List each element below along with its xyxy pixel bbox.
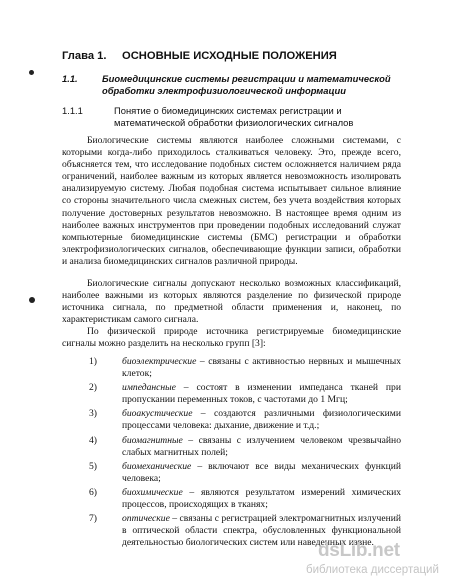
list-item-term: биоакустические [122,408,193,420]
list-item-term: импедансные [122,382,176,394]
list-item-number: 5) [89,460,97,472]
list-item-number: 2) [89,382,97,394]
chapter-number: Глава 1. [62,50,107,62]
list-item-term: биохимические [122,486,183,498]
margin-dot [29,297,35,303]
list-item-term: биомагнитные [122,434,183,446]
section-number: 1.1. [62,73,78,84]
watermark-logo: dsLib.net [318,540,400,561]
list-item-number: 4) [89,434,97,446]
subsection-number: 1.1.1 [62,105,83,116]
list-item [62,461,401,485]
paragraph: Биологические сигналы допускают несколько возможных классификаций, наиболее важными из которых являются разделение по физической природе источника сигнала, по предметной области применения и, наконец, по характеристикам самого сигнала. [62,278,401,326]
list-item-number: 7) [89,513,97,525]
list-item-text: – связаны с активностью нервных и мышечных клеток; [122,356,401,380]
watermark-subtitle: библиотека диссертаций [306,564,439,576]
signal-group-list [62,356,401,551]
list-item-text: – являются результатом измерений химических процессов, происходящих в тканях; [122,486,401,511]
list-item-term: биоэлектрические [122,356,197,367]
list-item-text: – связаны с излучением человеком чрезвычайно слабых магнитных полей; [122,434,401,458]
list-item [62,435,401,459]
paragraph: По физической природе источника регистрируемые биомедицинские сигналы можно разделить на несколько групп [3]: [62,326,401,350]
margin-dot [29,70,34,75]
list-item-term: оптические [122,513,170,525]
list-item-number: 1) [89,356,97,367]
list-item [62,487,401,511]
list-item-number: 6) [89,486,97,498]
chapter-title: ОСНОВНЫЕ ИСХОДНЫЕ ПОЛОЖЕНИЯ [122,50,337,62]
chapter-heading [62,50,337,62]
list-item [62,382,401,406]
paragraph: Биологические системы являются наиболее сложными системами, с которыми когда-либо приходилось сталкиваться человеку. Это, прежде всего, объясняется тем, что исследование подобных систем осложняется наличием ряда ограничений, наиболее важным из которых является невозможность изолировать анализируемую систему. Любая подобная система испытывает сильное влияние со стороны значительного числа смежных систем, без учета воздействия которых получение достоверных результатов невозможно. В настоящее время одним из наиболее важных инструментов при проведении подобных исследований служат компьютерные биомедицинские системы (БМС) регистрации и обработки электрофизиологических сигналов, обеспечивающие функции записи, обработки и анализа биомедицинских сигналов различной природы. [62,135,401,267]
list-item-text: – состоят в изменении импеданса тканей при пропускании переменных токов, с частотами до 1 Мгц; [122,382,401,406]
subsection-title: Понятие о биомедицинских системах регистрации и математической обработки физиологических сигналов [114,105,354,128]
section-title: Биомедицинские системы регистрации и математической обработки электрофизиологической информации [102,73,391,96]
list-item [62,408,401,432]
list-item-term: биомеханические [122,460,192,472]
list-item-text: – включают все виды механических функций человека; [122,460,401,484]
list-item [62,356,401,380]
list-item-text: – связаны с регистрацией электромагнитных излучений в оптической области спектра, обусловленных функциональной деятельностью биологических систем или наведенных извне. [122,513,401,549]
list-item-text: – создаются различными физиологическими процессами человека: дыхание, движение и т.д.; [122,408,401,432]
list-item-number: 3) [89,408,97,420]
watermark [300,540,450,582]
